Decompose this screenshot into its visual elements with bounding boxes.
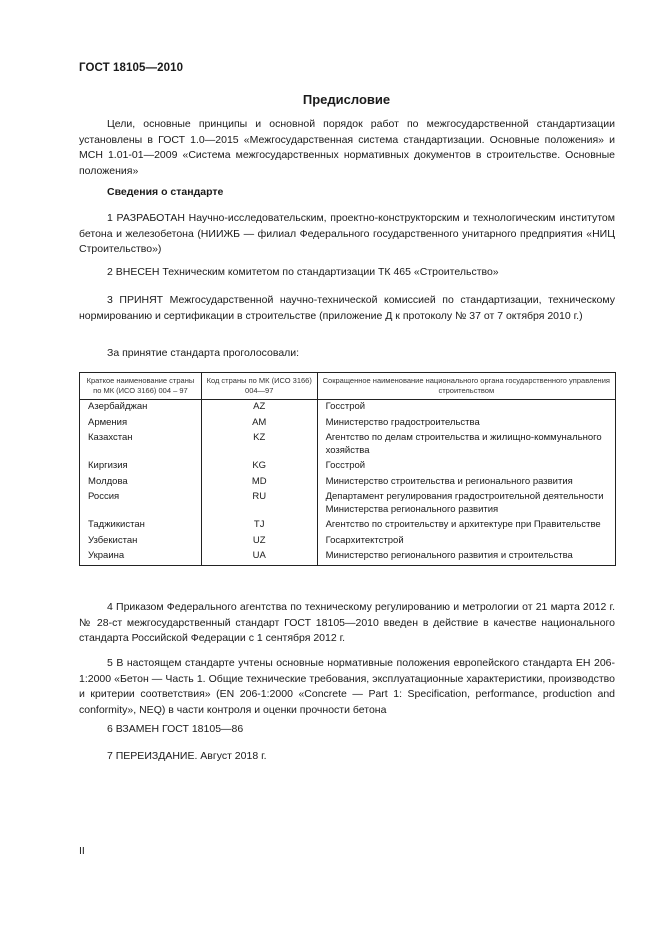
item-reissue: 7 ПЕРЕИЗДАНИЕ. Август 2018 г. <box>107 750 267 762</box>
table-header-country: Краткое наименование страны по МК (ИСО 3166) 004 – 97 <box>80 373 202 400</box>
table-row <box>80 475 616 491</box>
table-cell-code: MD <box>201 475 317 491</box>
table-cell-code: TJ <box>201 518 317 534</box>
info-heading: Сведения о стандарте <box>107 186 224 198</box>
table-cell-body: Министерство градостроительства <box>317 416 615 432</box>
table-cell-country: Россия <box>80 490 202 518</box>
table-cell-code: RU <box>201 490 317 518</box>
item-introduced: 2 ВНЕСЕН Техническим комитетом по стандартизации ТК 465 «Строительство» <box>107 266 499 278</box>
table-row <box>80 431 616 459</box>
table-cell-body: Министерство строительства и регионального развития <box>317 475 615 491</box>
table-cell-code: AZ <box>201 400 317 416</box>
table-cell-country: Таджикистан <box>80 518 202 534</box>
item-european-standard: 5 В настоящем стандарте учтены основные нормативные положения европейского стандарта ЕН 206-1:2000 «Бетон — Часть 1. Общие технические требования, эксплуатационные характеристики, производство и критерии соответствия» (EN 206-1:2000 «Concrete — Part 1: Specification, performance, production and conformity», NEQ) в части контроля и оценки прочности бетона <box>79 657 615 716</box>
table-cell-country: Молдова <box>80 475 202 491</box>
table-cell-body: Госстрой <box>317 459 615 475</box>
table-row <box>80 459 616 475</box>
table-cell-body: Агентство по строительству и архитектуре при Правительстве <box>317 518 615 534</box>
table-header-row <box>80 373 616 400</box>
table-cell-country: Армения <box>80 416 202 432</box>
table-row <box>80 490 616 518</box>
table-cell-code: AM <box>201 416 317 432</box>
vote-intro: За принятие стандарта проголосовали: <box>107 347 300 359</box>
table-cell-code: KG <box>201 459 317 475</box>
item-replaces: 6 ВЗАМЕН ГОСТ 18105—86 <box>107 723 244 735</box>
intro-paragraph: Цели, основные принципы и основной порядок работ по межгосударственной стандартизации установлены в ГОСТ 1.0—2015 «Межгосударственная система стандартизации. Основные положения» и МСН 1.01-01—2009 «Система межгосударственных нормативных документов в строительстве. Основные положения» <box>79 118 615 177</box>
voting-states-table <box>79 372 616 566</box>
item-order: 4 Приказом Федерального агентства по техническому регулированию и метрологии от 21 марта 2012 г. № 28-ст межгосударственный стандарт ГОСТ 18105—2010 введен в действие в качестве национального стандарта Российской Федерации с 1 сентября 2012 г. <box>79 601 615 644</box>
page-number: II <box>79 845 85 857</box>
table-cell-body: Министерство регионального развития и строительства <box>317 549 615 565</box>
page-title: Предисловие <box>302 92 391 107</box>
table-cell-body: Агентство по делам строительства и жилищно-коммунального хозяйства <box>317 431 615 459</box>
item-adopted: 3 ПРИНЯТ Межгосударственной научно-технической комиссией по стандартизации, техническому нормированию и сертификации в строительстве (приложение Д к протоколу № 37 от 7 октября 2010 г.) <box>79 294 615 322</box>
table-cell-body: Департамент регулирования градостроительной деятельности Министерства регионального развития <box>317 490 615 518</box>
document-code-header: ГОСТ 18105—2010 <box>79 62 184 74</box>
table-cell-code: UA <box>201 549 317 565</box>
table-cell-country: Узбекистан <box>80 534 202 550</box>
table-header-body: Сокращенное наименование национального органа государственного управления строительством <box>317 373 615 400</box>
table-cell-country: Азербайджан <box>80 400 202 416</box>
table-row <box>80 549 616 565</box>
table-cell-code: UZ <box>201 534 317 550</box>
table-cell-country: Киргизия <box>80 459 202 475</box>
table-row <box>80 416 616 432</box>
table-cell-country: Казахстан <box>80 431 202 459</box>
table-row <box>80 400 616 416</box>
item-developed: 1 РАЗРАБОТАН Научно-исследовательским, проектно-конструкторским и технологическим институтом бетона и железобетона (НИИЖБ — филиал Федерального государственного унитарного предприятия «НИЦ Строительство») <box>79 212 615 255</box>
table-row <box>80 534 616 550</box>
table-cell-body: Госстрой <box>317 400 615 416</box>
table-cell-code: KZ <box>201 431 317 459</box>
table-row <box>80 518 616 534</box>
table-header-code: Код страны по МК (ИСО 3166) 004—97 <box>201 373 317 400</box>
table-cell-body: Госархитектстрой <box>317 534 615 550</box>
table-cell-country: Украина <box>80 549 202 565</box>
